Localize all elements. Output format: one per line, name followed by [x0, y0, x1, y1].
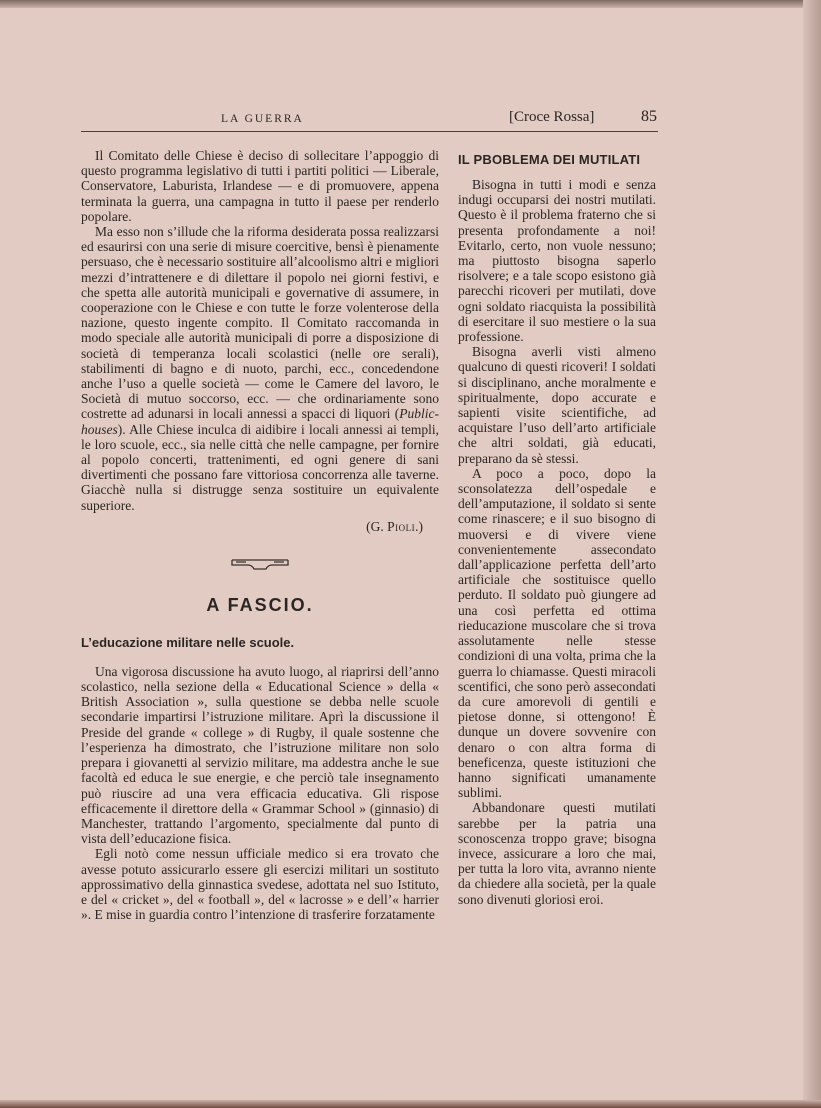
article-title: IL PBOBLEMA DEI MUTILATI	[458, 152, 641, 167]
left-column	[81, 148, 439, 922]
paragraph: Il Comitato delle Chiese è deciso di sollecitare l’appoggio di questo programma legislativo di tutti i partiti politici — Liberale, Conservatore, Laburista, Irlandese — e di promuovere, appena terminata la guerra, una campagna in tutto il paese per renderlo popolare.	[81, 148, 439, 224]
signature-open: (G.	[366, 518, 388, 534]
paragraph: Abbandonare questi mutilati sarebbe per la patria una sconoscenza troppo grave; bisogna invece, assicurare a loro che mai, per tutta la loro vita, avranno niente da chiedere alla società, per la quale sono divenuti gloriosi eroi.	[458, 800, 656, 907]
italic-term: Public-houses	[81, 406, 439, 437]
section-title: A FASCIO.	[206, 594, 314, 615]
author-name: Pioli	[387, 518, 416, 534]
right-column	[458, 152, 656, 907]
page-bottom-edge	[0, 1100, 821, 1108]
paragraph	[81, 224, 439, 513]
paragraph-text: ). Alle Chiese inculca di aidibire i locali annessi ai templi, le loro scuole, ecc., sia nelle città che nelle campagne, per fornire al popolo concerti, trattenimenti, ed ogni genere di sani divertimenti che possano fare vittoriosa concorrenza alle taverne. Giacchè nulla si distrugge senza sostituire un equivalente superiore.	[81, 421, 439, 513]
subsection-title: L’educazione militare nelle scuole.	[81, 634, 295, 650]
page-number: 85	[641, 108, 657, 125]
signature-close: .)	[415, 518, 423, 534]
paragraph: Bisogna averli visti almeno qualcuno di questi ricoveri! I soldati si disciplinano, anche moralmente e spiritualmente, dopo accurate e sapienti visite scientifiche, ad acquistare l’uso dell’arto artificiale che altri soldati, già educati, preparano da sè stessi.	[458, 344, 656, 466]
paragraph-text: Ma esso non s’illude che la riforma desiderata possa realizzarsi ed esaurirsi con una serie di misure coercitive, bensì è pienamente persuaso, che è necessario sostituire all’alcoolismo altri e migliori mezzi d’intrattenere e di dilettare il popolo nei giorni festivi, e che spetta alle autorità municipali e governative di assumere, in cooperazione con le Chiese e con tutte le forze volenterose della nazione, questo ingente compito. Il Comitato raccomanda in modo speciale alle autorità municipali di porre a disposizione di società di temperanza locali scolastici (nelle ore serali), stabilimenti di bagno e di nuoto, parchi, ecc., concedendone anche l’uso a quelle società — come le Camere del lavoro, le Società di mutuo soccorso, ecc. — che ordinariamente sono costrette ad adunarsi in locali annessi a spacci di liquori (	[81, 224, 439, 422]
author-signature	[81, 519, 439, 535]
paragraph: Bisogna in tutti i modi e senza indugi occuparsi dei nostri mutilati. Questo è il problema fraterno che si presenta profondamente a noi! Evitarlo, certo, non vuole nessuno; ma piuttosto bisogna saperlo risolvere; e a tale scopo esistono già parecchi ricoveri per mutilati, dove ogni soldato riacquista la possibilità di esercitare il suo mestiere o la sua professione.	[458, 177, 656, 345]
paragraph: Egli notò come nessun ufficiale medico si era trovato che avesse potuto assicurarlo essere gli esercizi militari un sostituto approssimativo della ginnastica svedese, adottata nel suo Istituto, e del « cricket », del « football », del « lacrosse » e dell’« harrier ». E mise in guardia contro l’intenzione di trasferire forzatamente	[81, 846, 439, 923]
running-head	[81, 107, 657, 131]
paragraph: Una vigorosa discussione ha avuto luogo, al riaprirsi dell’anno scolastico, nella sezione della « Educational Science » della « British Association », sulla questione se debba nelle scuole secondarie impartirsi l’istruzione militare. Aprì la discussione il Preside del grande « college » di Rugby, il quale sostenne che l’esperienza ha dimostrato, che l’istruzione militare non solo prepara i giovanetti al servizio militare, ma addestra anche le sue facoltà ed educa le sue energie, e che perciò tale insegnamento può riuscire ad una vera efficacia educativa. Gli rispose efficacemente il direttore della « Grammar School » (ginnasio) di Manchester, trattando l’argomento, specialmente dal punto di vista dell’educazione fisica.	[81, 663, 439, 847]
running-title: LA GUERRA	[221, 113, 304, 125]
page-top-edge	[0, 0, 821, 8]
header-rule	[81, 131, 658, 132]
ornament-divider	[230, 557, 290, 571]
page-right-edge	[803, 0, 821, 1108]
section-label: [Croce Rossa]	[509, 109, 595, 125]
paragraph: A poco a poco, dopo la sconsolatezza dell’ospedale e dell’amputazione, il soldato si sente come rinascere; e il suo bisogno di muoversi e di vivere viene convenientemente assecondato dall’applicazione perfetta dell’arto artificiale che sostituisce quello perduto. Il soldato può giungere ad una così perfetta ed ottima rieducazione muscolare che si trova assolutamente nelle stesse condizioni di una volta, prima che la guerra lo chiamasse. Questi miracoli scentifici, che sono però assecondati da cure amorevoli di gentili e pietose donne, si ottengono! È dunque un dovere sovvenire con denaro o con altra forma di beneficenza, queste istituzioni che hanno significati umanamente sublimi.	[458, 465, 656, 801]
